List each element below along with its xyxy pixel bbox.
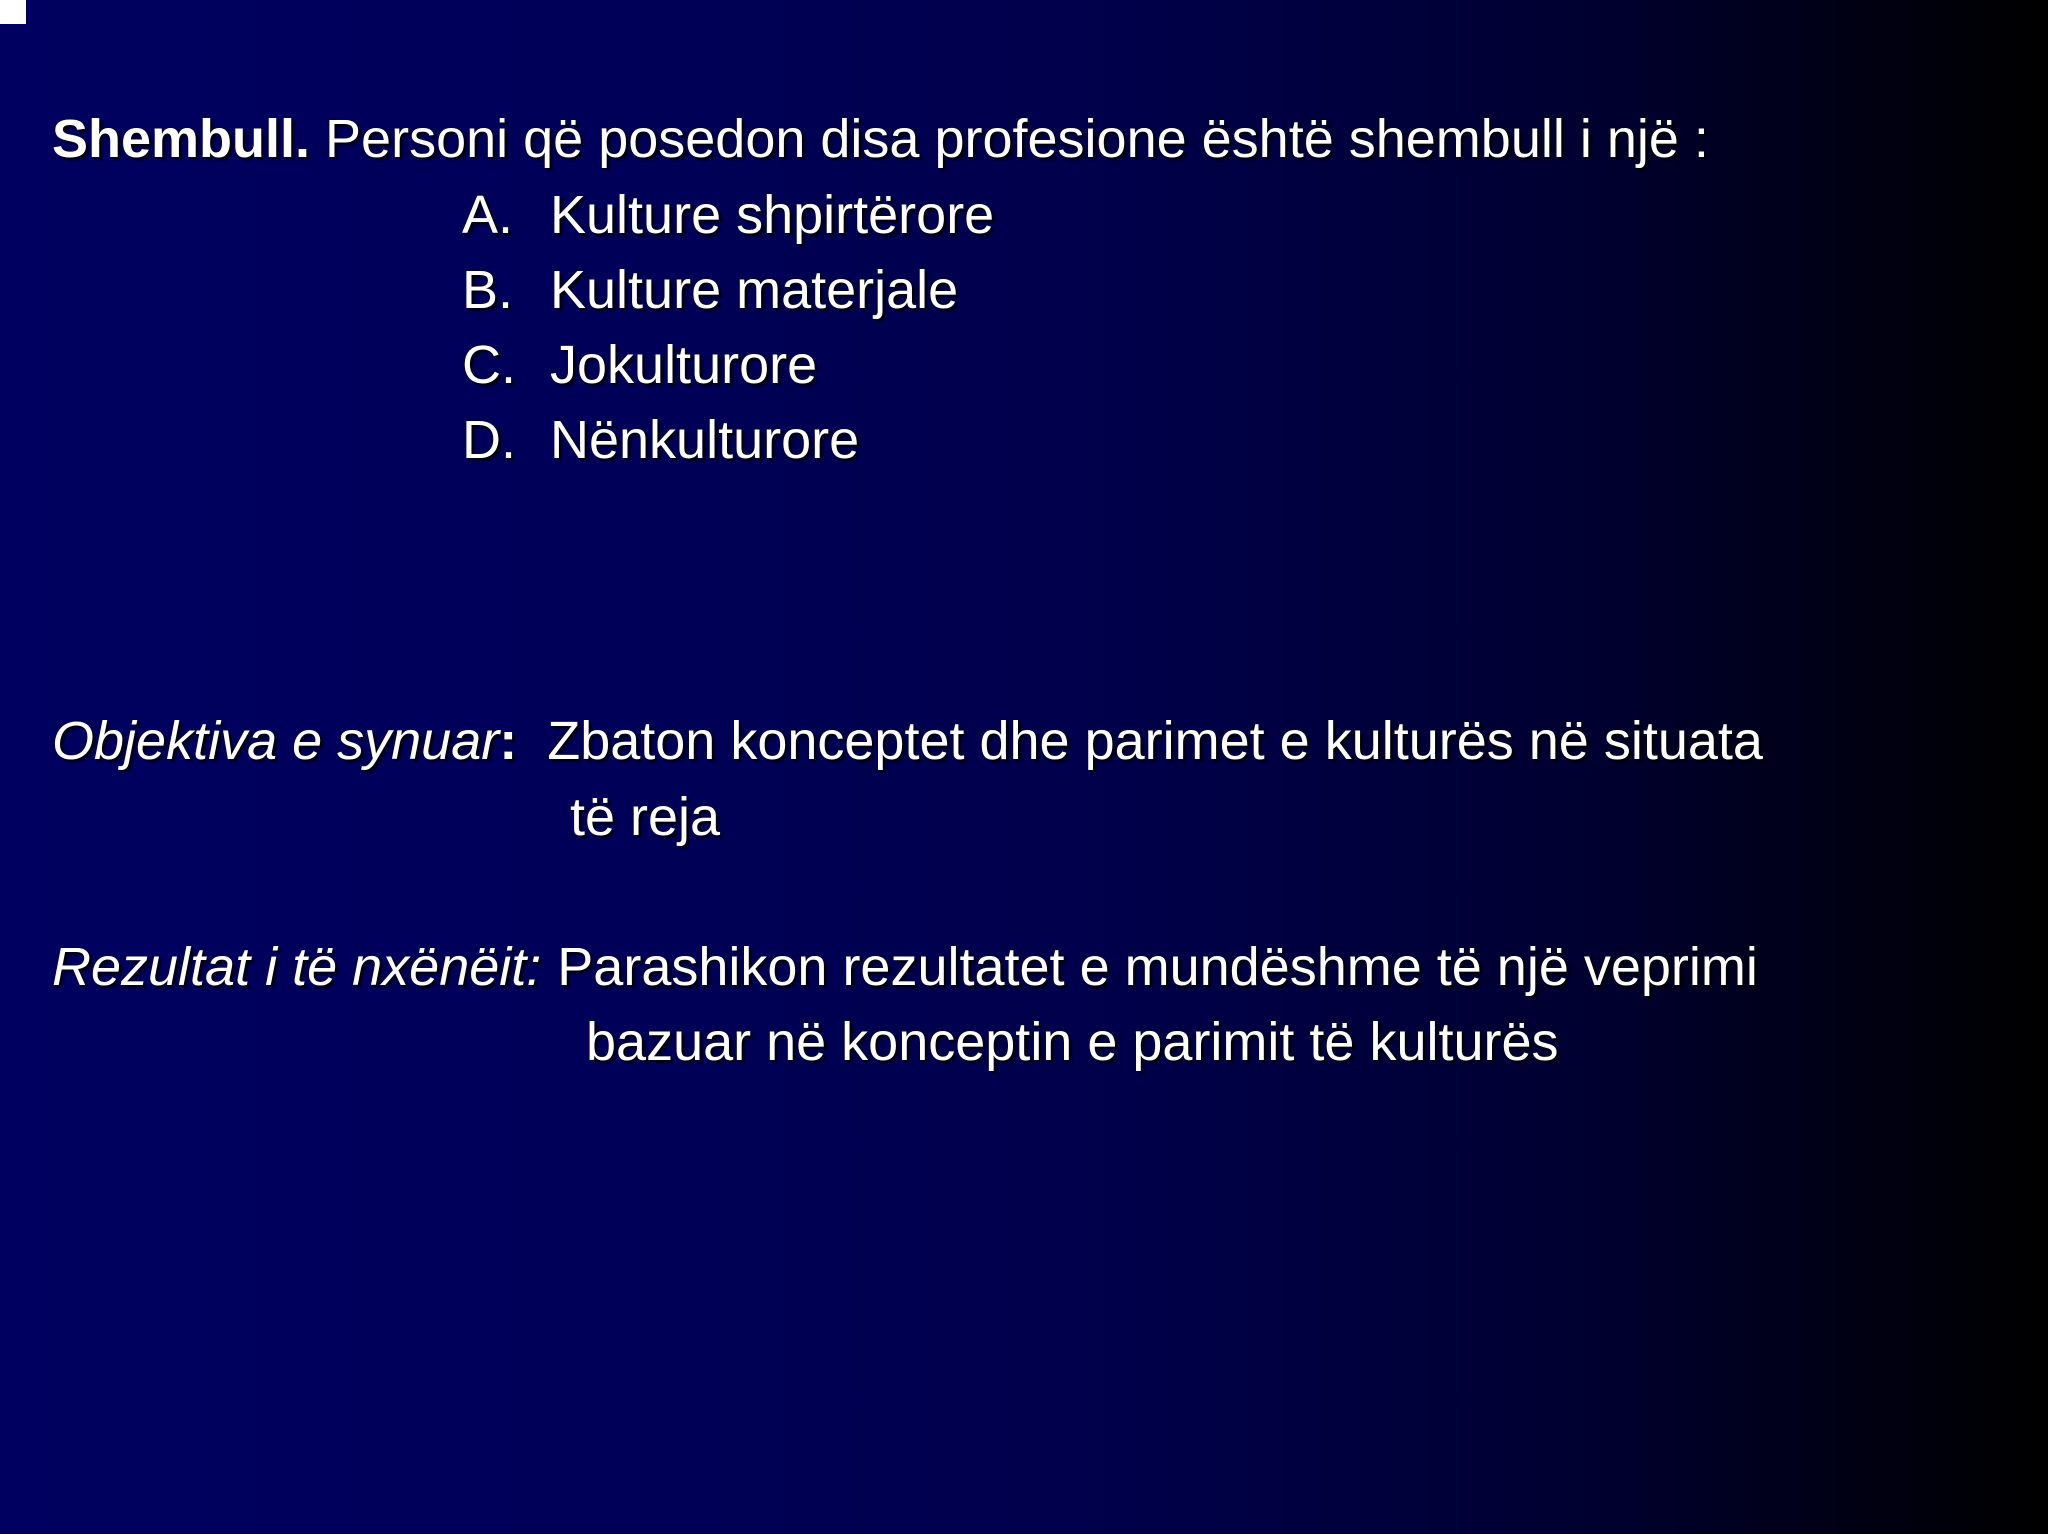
option-text: Kulture materjale: [550, 260, 959, 320]
option-letter: A.: [462, 185, 514, 245]
objective-colon: :: [499, 711, 518, 771]
result-line-1: [52, 936, 1758, 998]
question-line: [52, 108, 1709, 170]
option-text: Kulture shpirtërore: [550, 185, 995, 245]
option-a: [462, 184, 994, 246]
option-letter: B.: [462, 260, 514, 320]
question-label: Shembull.: [52, 109, 311, 169]
option-text: Jokulturore: [550, 335, 818, 395]
objective-text: Zbaton konceptet dhe parimet e kulturës në situata: [547, 711, 1763, 771]
objective-line-1: [52, 710, 1763, 772]
option-d: [462, 409, 859, 471]
option-text: Nënkulturore: [550, 410, 860, 470]
objective-label: Objektiva e synuar: [52, 711, 500, 771]
objective-line-2: të reja: [570, 787, 721, 847]
corner-marker: [0, 0, 26, 24]
question-text: Personi që posedon disa profesione është shembull i një :: [310, 109, 1709, 169]
option-c: [462, 334, 817, 396]
result-label: Rezultat i të nxënëit:: [52, 937, 542, 997]
option-letter: D.: [462, 410, 516, 470]
option-b: [462, 259, 958, 321]
result-text: Parashikon rezultatet e mundëshme të një veprimi: [557, 937, 1758, 997]
result-line-2: bazuar në konceptin e parimit të kulturës: [586, 1012, 1559, 1072]
option-letter: C.: [462, 335, 516, 395]
